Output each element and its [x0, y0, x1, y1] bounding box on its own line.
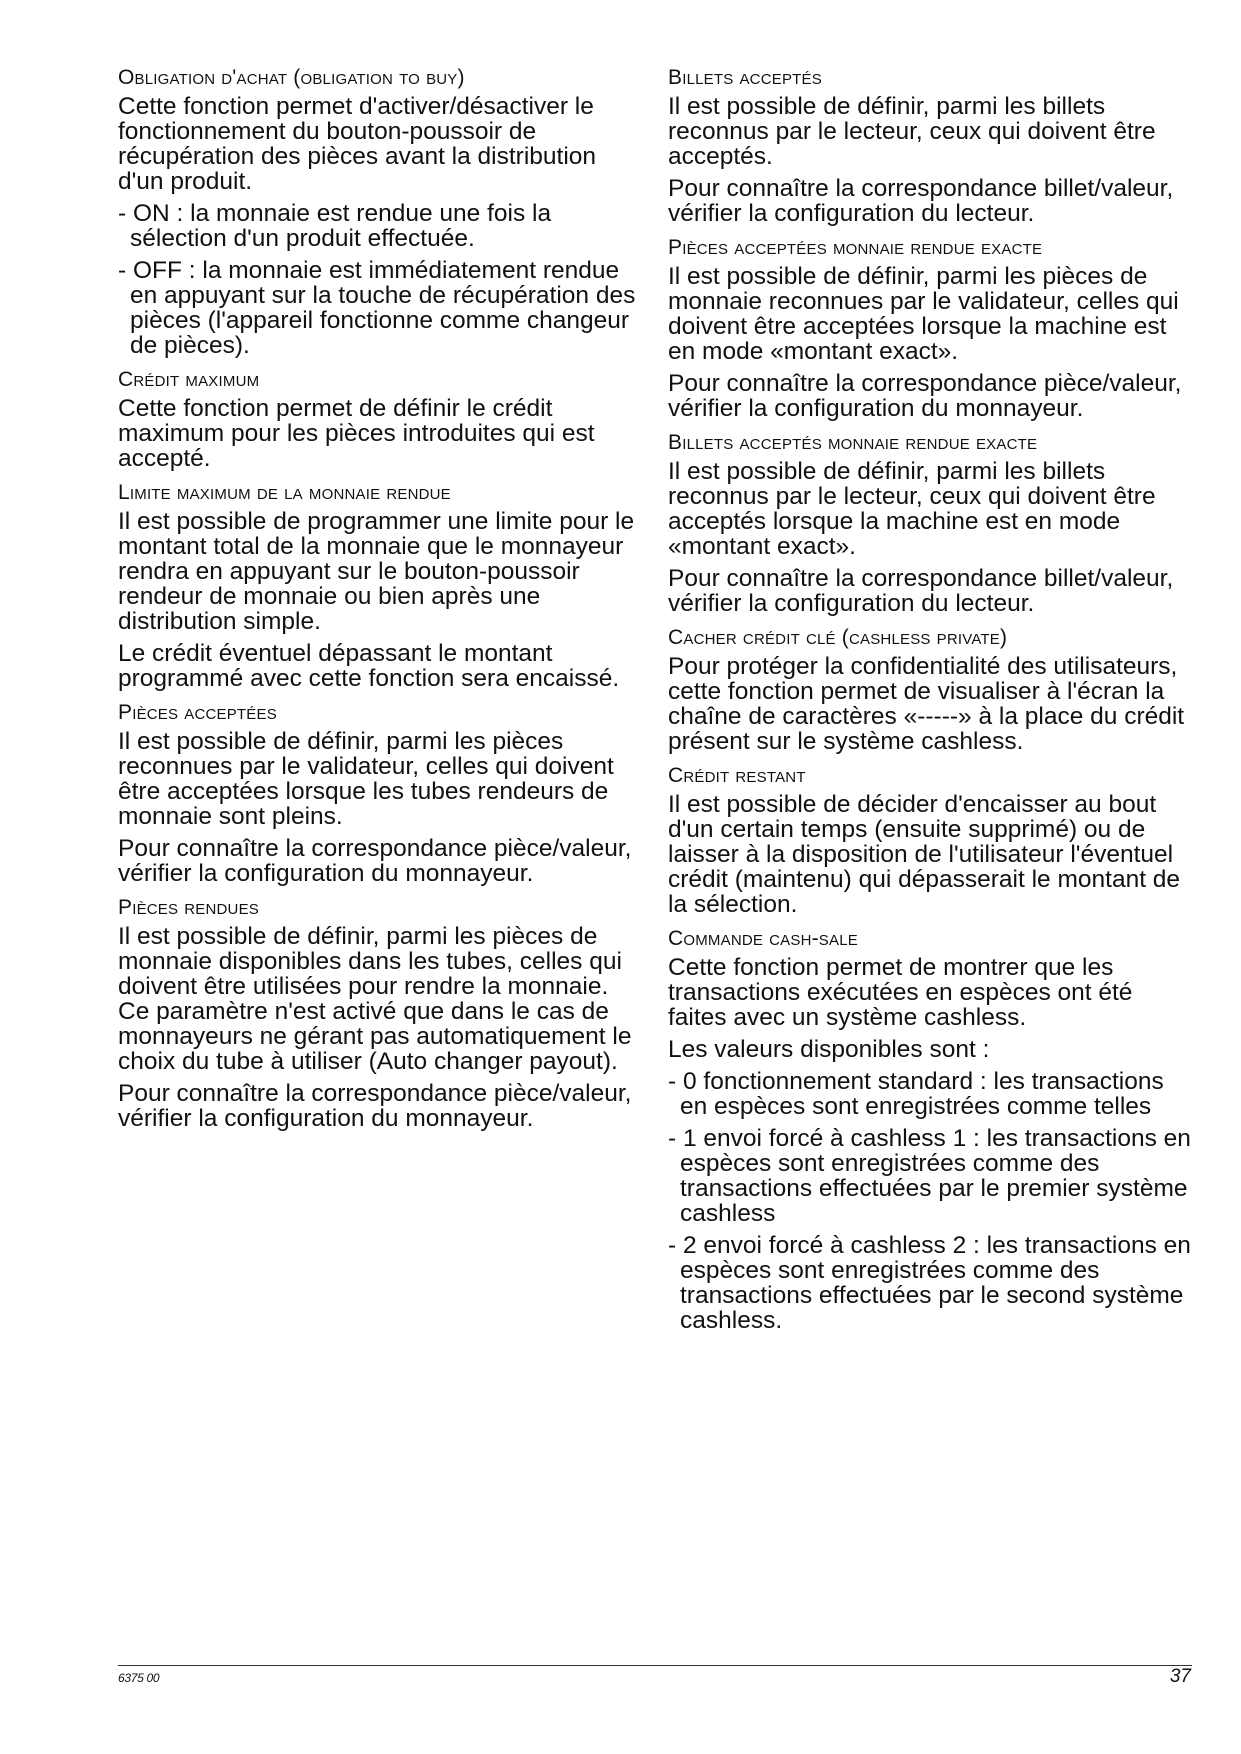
bullet-item: - OFF : la monnaie est immédiatement rendue en appuyant sur la touche de récupération des pièces (l'appareil fonctionne comme changeur de pièces).	[118, 257, 636, 359]
paragraph: Les valeurs disponibles sont :	[668, 1036, 990, 1063]
section-credit-maximum	[118, 368, 643, 471]
section-pieces-acceptees	[118, 701, 643, 886]
section-heading: Pièces acceptées	[118, 701, 277, 724]
section-commande-cash-sale	[668, 927, 1196, 1333]
section-pieces-rendues	[118, 896, 643, 1131]
footer-divider	[118, 1665, 1192, 1666]
section-heading: Pièces acceptées monnaie rendue exacte	[668, 236, 1043, 259]
paragraph: Il est possible de programmer une limite pour le montant total de la monnaie que le monnayeur rendra en appuyant sur le bouton-poussoir rendeur de monnaie ou bien après une distribution simple.	[118, 508, 635, 635]
section-obligation-achat	[118, 66, 643, 358]
paragraph: Pour connaître la correspondance pièce/valeur, vérifier la configuration du monnayeur.	[118, 835, 632, 887]
paragraph: Il est possible de décider d'encaisser au bout d'un certain temps (ensuite supprimé) ou de laisser à la disposition de l'utilisateur l'éventuel crédit (maintenu) qui dépasserait le montant de la sélection.	[668, 791, 1181, 918]
document-code: 6375 00	[118, 1671, 160, 1685]
paragraph: Pour protéger la confidentialité des utilisateurs, cette fonction permet de visualiser à l'écran la chaîne de caractères «-----» à la place du crédit présent sur le système cashless.	[668, 653, 1185, 755]
paragraph: Pour connaître la correspondance billet/valeur, vérifier la configuration du lecteur.	[668, 565, 1174, 617]
bullet-item: - 2 envoi forcé à cashless 2 : les transactions en espèces sont enregistrées comme des transactions effectuées par le second système cashless.	[668, 1232, 1191, 1334]
paragraph: Pour connaître la correspondance pièce/valeur, vérifier la configuration du monnayeur.	[668, 370, 1182, 422]
left-column	[118, 66, 643, 1141]
section-billets-exacte	[668, 431, 1196, 616]
paragraph: Il est possible de définir, parmi les pièces reconnues par le validateur, celles qui doivent être acceptées lorsque les tubes rendeurs de monnaie sont pleins.	[118, 728, 614, 830]
section-credit-restant	[668, 764, 1196, 917]
section-limite-maximum	[118, 481, 643, 691]
paragraph: Cette fonction permet de montrer que les transactions exécutées en espèces ont été faites avec un système cashless.	[668, 954, 1133, 1031]
paragraph: Il est possible de définir, parmi les billets reconnus par le lecteur, ceux qui doivent être acceptés lorsque la machine est en mode «montant exact».	[668, 458, 1156, 560]
paragraph: Il est possible de définir, parmi les billets reconnus par le lecteur, ceux qui doivent être acceptés.	[668, 93, 1156, 170]
paragraph: Il est possible de définir, parmi les pièces de monnaie disponibles dans les tubes, celles qui doivent être utilisées pour rendre la monnaie. Ce paramètre n'est activé que dans le cas de monnayeurs ne gérant pas automatiquement le choix du tube à utiliser (Auto changer payout).	[118, 923, 632, 1075]
section-heading: Pièces rendues	[118, 896, 260, 919]
section-billets-acceptes	[668, 66, 1196, 226]
section-cacher-credit	[668, 626, 1196, 754]
section-heading: Billets acceptés	[668, 66, 822, 89]
section-heading: Cacher crédit clé (cashless private)	[668, 626, 1008, 649]
section-heading: Crédit restant	[668, 764, 806, 787]
bullet-item: - 0 fonctionnement standard : les transactions en espèces sont enregistrées comme telles	[668, 1068, 1164, 1120]
right-column	[668, 66, 1196, 1343]
section-heading: Limite maximum de la monnaie rendue	[118, 481, 451, 504]
paragraph: Cette fonction permet d'activer/désactiver le fonctionnement du bouton-poussoir de récupération des pièces avant la distribution d'un produit.	[118, 93, 597, 195]
paragraph: Pour connaître la correspondance pièce/valeur, vérifier la configuration du monnayeur.	[118, 1080, 632, 1132]
section-heading: Crédit maximum	[118, 368, 260, 391]
page-number: 37	[1169, 1666, 1191, 1687]
section-heading: Obligation d'achat (obligation to buy)	[118, 66, 465, 89]
paragraph: Pour connaître la correspondance billet/valeur, vérifier la configuration du lecteur.	[668, 175, 1174, 227]
paragraph: Il est possible de définir, parmi les pièces de monnaie reconnues par le validateur, celles qui doivent être acceptées lorsque la machine est en mode «montant exact».	[668, 263, 1179, 365]
section-heading: Billets acceptés monnaie rendue exacte	[668, 431, 1038, 454]
paragraph: Cette fonction permet de définir le crédit maximum pour les pièces introduites qui est accepté.	[118, 395, 595, 472]
section-heading: Commande cash-sale	[668, 927, 858, 950]
section-pieces-exacte	[668, 236, 1196, 421]
paragraph: Le crédit éventuel dépassant le montant programmé avec cette fonction sera encaissé.	[118, 640, 620, 692]
bullet-item: - ON : la monnaie est rendue une fois la sélection d'un produit effectuée.	[118, 200, 552, 252]
bullet-item: - 1 envoi forcé à cashless 1 : les transactions en espèces sont enregistrées comme des transactions effectuées par le premier système cashless	[668, 1125, 1191, 1227]
